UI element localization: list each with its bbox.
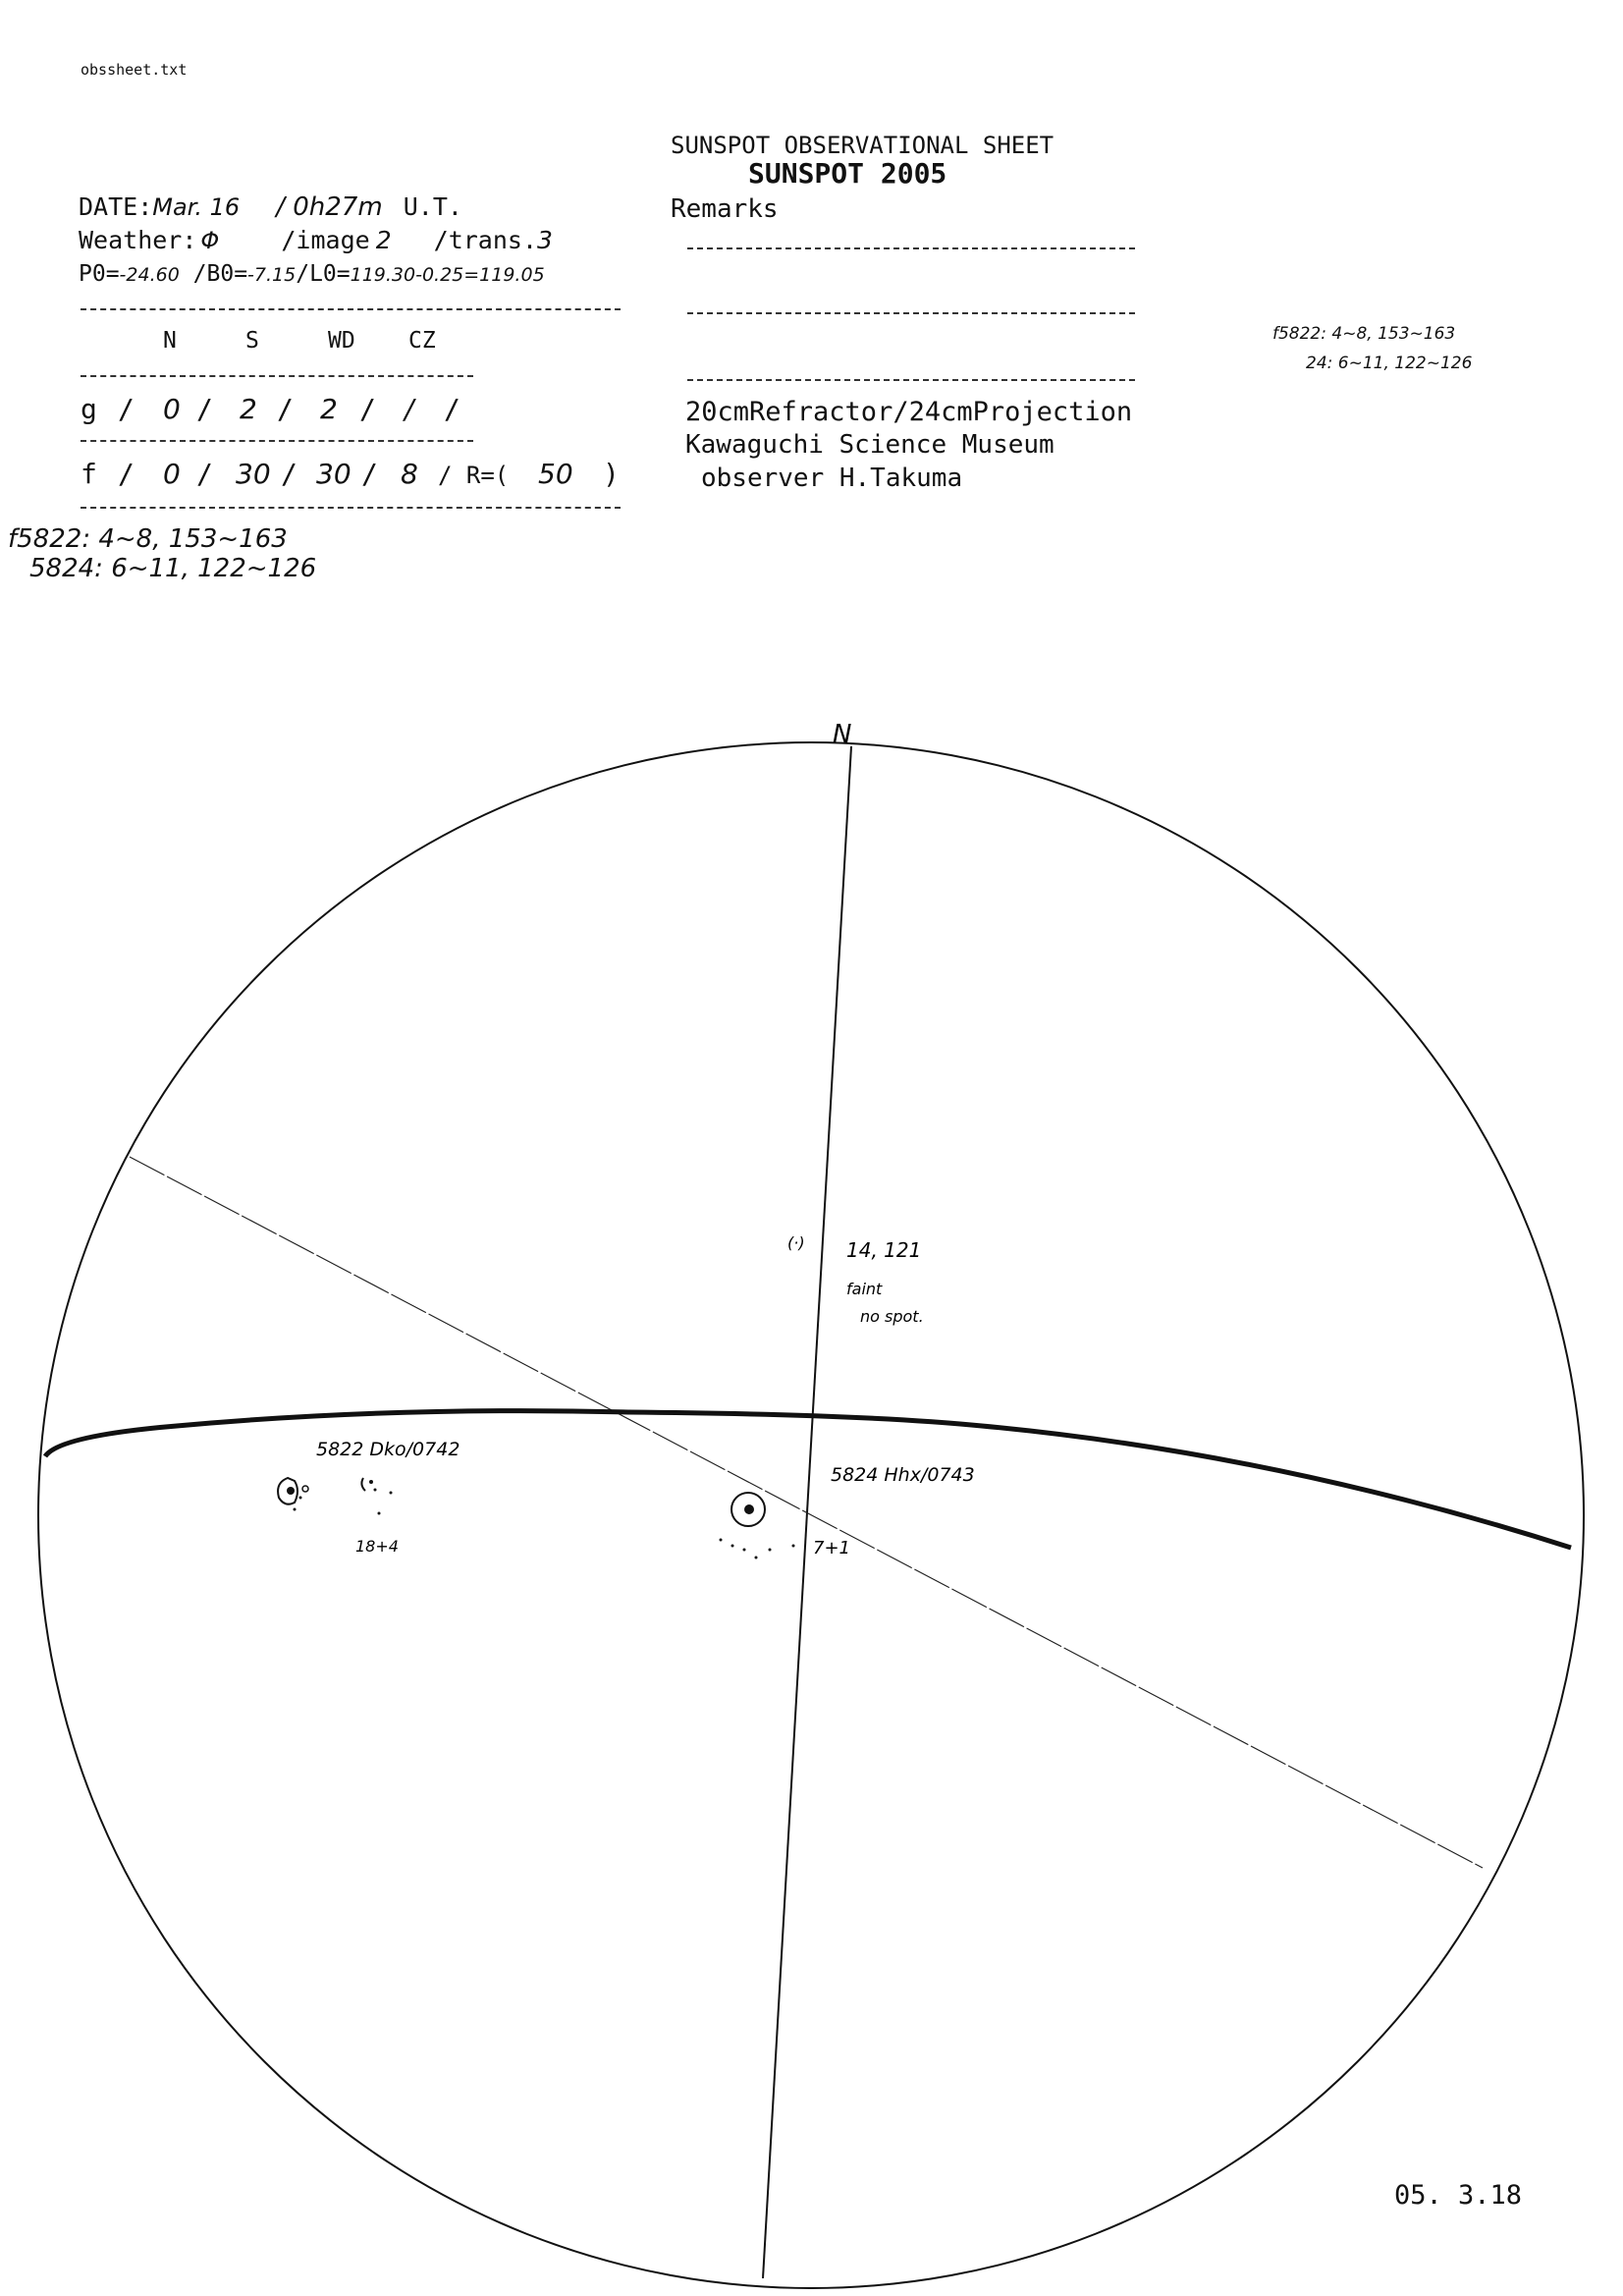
g-cz: / — [405, 393, 414, 425]
east-west-line — [130, 1157, 1483, 1868]
time-value: / 0h27m — [276, 192, 383, 222]
l0-value: 119.30-0.25=119.05 — [350, 264, 545, 286]
col-cz: CZ — [408, 328, 436, 354]
col-wd: WD — [328, 328, 355, 354]
north-label: N — [833, 720, 852, 749]
f-sep-1: / — [118, 458, 135, 490]
f-wd: 30 — [316, 458, 352, 490]
faint-note-1: faint — [846, 1280, 883, 1298]
image-value: 2 — [375, 226, 392, 254]
f-sep-4: / — [361, 458, 378, 490]
equipment: 20cmRefractor/24cmProjection — [685, 397, 1133, 427]
time-unit: U.T. — [403, 192, 462, 221]
trans-value: 3 — [537, 226, 553, 254]
b0-value: -7.15 — [247, 264, 297, 286]
region-b-sketch — [720, 1493, 795, 1559]
g-sep-5: / — [444, 393, 460, 425]
region-a-sketch — [278, 1478, 392, 1515]
trans-label: /trans. — [433, 226, 538, 254]
sheet-subtitle: SUNSPOT 2005 — [748, 157, 947, 190]
g-label: g — [81, 393, 97, 425]
f-r-label: / R=( — [438, 462, 510, 489]
weather-label: Weather: — [79, 226, 197, 254]
date-label: DATE: — [79, 192, 153, 221]
side-note-line-1: f5822: 4~8, 153~163 — [1272, 324, 1456, 344]
file-name: obssheet.txt — [81, 61, 188, 79]
p0-label: P0= — [79, 261, 120, 287]
weather-value: Φ — [200, 227, 220, 254]
g-wd: 2 — [320, 393, 338, 425]
remarks-label: Remarks — [671, 194, 779, 224]
image-label: /image — [281, 226, 370, 254]
g-n: 0 — [163, 393, 181, 425]
g-sep-2: / — [196, 393, 213, 425]
region-a-label: 5822 Dko/0742 — [316, 1439, 460, 1460]
note-line-1: f5822: 4~8, 153~163 — [8, 524, 288, 554]
col-n: N — [163, 328, 177, 354]
faint-note-2: no spot. — [860, 1307, 924, 1326]
b0-label: /B0= — [192, 261, 248, 287]
sheet-title: SUNSPOT OBSERVATIONAL SHEET — [671, 132, 1055, 159]
f-n: 0 — [163, 458, 181, 490]
date-stamp: 05. 3.18 — [1394, 2180, 1523, 2211]
faint-coords: 14, 121 — [846, 1238, 922, 1262]
note-line-2: 5824: 6~11, 122~126 — [29, 554, 317, 583]
g-sep-4: / — [359, 393, 376, 425]
observer: observer H.Takuma — [701, 464, 963, 493]
g-s: 2 — [240, 393, 257, 425]
side-note-line-2: 24: 6~11, 122~126 — [1306, 354, 1473, 373]
g-sep-1: / — [118, 393, 135, 425]
col-s: S — [245, 328, 259, 354]
region-a-count: 18+4 — [355, 1537, 399, 1556]
region-b-count: 7+1 — [813, 1538, 850, 1558]
p0-value: -24.60 — [119, 264, 180, 286]
institution: Kawaguchi Science Museum — [685, 430, 1055, 460]
f-sep-2: / — [196, 458, 213, 490]
region-b-label: 5824 Hhx/0743 — [831, 1464, 975, 1486]
f-label: f — [81, 458, 97, 490]
f-r-value: 50 — [538, 458, 573, 490]
l0-label: /L0= — [296, 261, 351, 287]
f-r-close: ) — [603, 458, 620, 490]
faint-mark: (·) — [787, 1233, 805, 1252]
f-sep-3: / — [281, 458, 298, 490]
date-value: Mar. 16 — [152, 193, 241, 221]
g-sep-3: / — [277, 393, 294, 425]
f-s: 30 — [236, 458, 271, 490]
f-cz: 8 — [401, 458, 418, 490]
